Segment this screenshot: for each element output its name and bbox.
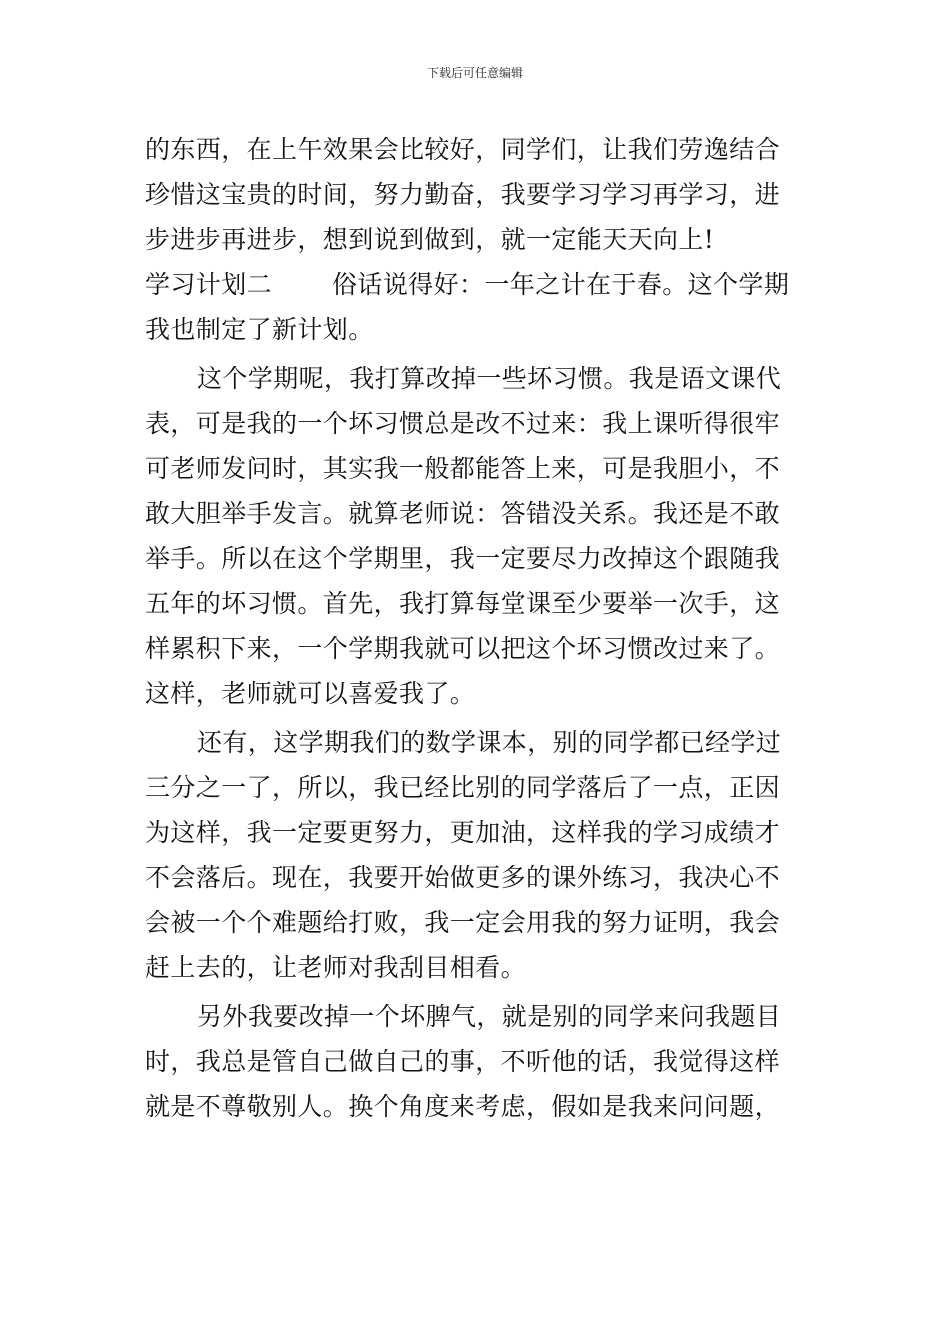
- text-line: 三分之一了，所以，我已经比别的同学落后了一点，正因: [145, 773, 781, 802]
- text-line: 另外我要改掉一个坏脾气，就是别的同学来问我题目: [197, 1002, 782, 1031]
- text-line: 样累积下来，一个学期我就可以把这个坏习惯改过来了。: [145, 634, 781, 663]
- paragraph: [145, 994, 807, 1129]
- section-paragraph: [145, 262, 807, 352]
- text-line: 还有，这学期我们的数学课本，别的同学都已经学过: [197, 728, 782, 757]
- section-heading: 学习计划二: [145, 270, 273, 299]
- paragraph: [145, 356, 807, 716]
- text-line: 珍惜这宝贵的时间，努力勤奋，我要学习学习再学习，进: [145, 180, 781, 209]
- text-line: 表，可是我的一个坏习惯总是改不过来：我上课听得很牢: [145, 409, 781, 438]
- page-header: 下载后可任意编辑: [426, 66, 523, 80]
- text-line: 五年的坏习惯。首先，我打算每堂课至少要举一次手，这: [145, 589, 781, 618]
- text-line: 这样，老师就可以喜爱我了。: [145, 679, 476, 708]
- text-line: 不会落后。现在，我要开始做更多的课外练习，我决心不: [145, 863, 781, 892]
- text-line: 的东西，在上午效果会比较好，同学们，让我们劳逸结合: [145, 135, 781, 164]
- text-line: 就是不尊敬别人。换个角度来考虑，假如是我来问问题，: [145, 1092, 781, 1121]
- text-line: 赶上去的，让老师对我刮目相看。: [145, 953, 527, 982]
- section-heading-line: [145, 262, 807, 307]
- text-line: 为这样，我一定要更努力，更加油，这样我的学习成绩才: [145, 818, 781, 847]
- text-line: 会被一个个难题给打败，我一定会用我的努力证明，我会: [145, 908, 781, 937]
- text-line: 我也制定了新计划。: [145, 315, 374, 344]
- paragraph: [145, 127, 807, 262]
- text-line: 步进步再进步，想到说到做到，就一定能天天向上!: [145, 225, 715, 254]
- text-line-rest: 俗话说得好：一年之计在于春。这个学期: [332, 270, 790, 299]
- text-line: 敢大胆举手发言。就算老师说：答错没关系。我还是不敢: [145, 499, 781, 528]
- text-line: 可老师发问时，其实我一般都能答上来，可是我胆小，不: [145, 454, 781, 483]
- text-line: 这个学期呢，我打算改掉一些坏习惯。我是语文课代: [197, 364, 782, 393]
- document-body: [145, 127, 807, 1129]
- text-line: 时，我总是管自己做自己的事，不听他的话，我觉得这样: [145, 1047, 781, 1076]
- text-line: 举手。所以在这个学期里，我一定要尽力改掉这个跟随我: [145, 544, 781, 573]
- paragraph: [145, 720, 807, 990]
